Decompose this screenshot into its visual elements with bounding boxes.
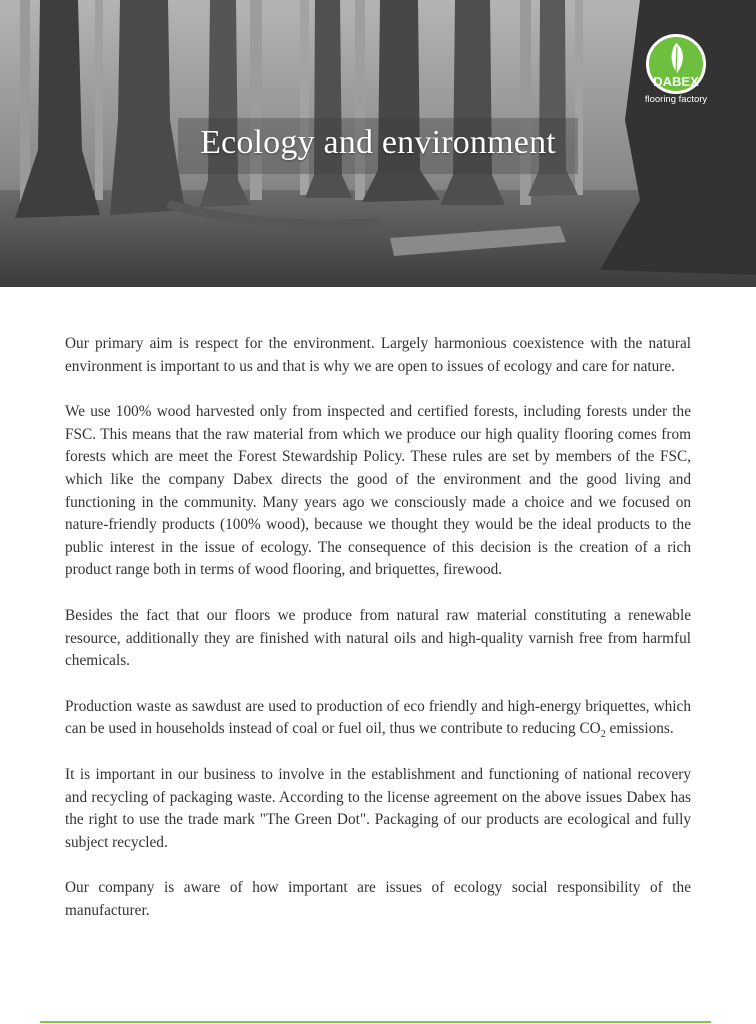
briquettes-text: Production waste as sawdust are used to production of eco friendly and high-energy briquettes, which can be used in households instead of coal or fuel oil, thus we contribute to reducing [65,697,691,738]
paragraph-fsc-wood: We use 100% wood harvested only from inspected and certified forests, including forests under the FSC. This means that the raw material from which we produce our high quality flooring comes from forests which are meet the Forest Stewardship Policy. These rules are set by members of the FSC, which like the company Dabex directs the good of the environment and the good living and functioning in the community. Many years ago we consciously made a choice and we focused on nature-friendly products (100% wood), because we thought they would be the ideal products to the public interest in the issue of ecology. The consequence of this decision is the creation of a rich product range both in terms of wood flooring, and briquettes, firewood. [65,403,691,579]
paragraph-primary-aim: Our primary aim is respect for the environment. Largely harmonious coexistence with the natural environment is important to us and that is why we are open to issues of ecology and care for nature. [65,335,691,375]
footer-divider [40,1021,711,1023]
dabex-logo [640,34,712,114]
header-forest-banner [0,0,756,287]
article-body [65,333,691,945]
paragraph-green-dot: It is important in our business to involve in the establishment and functioning of national recovery and recycling of packaging waste. According to the license agreement on the above issues Dabex has the right to use the trade mark "The Green Dot". Packaging of our products are ecological and fully subject recycled. [65,765,691,851]
page-title: Ecology and environment [200,124,556,161]
emissions-text: emissions. [605,720,674,738]
paragraph-natural-finish: Besides the fact that our floors we produce from natural raw material constituting a renewable resource, additionally they are finished with natural oils and high-quality varnish free from harmful chemicals. [65,606,691,670]
logo-brand: DABEX [653,74,699,89]
logo-subtitle: flooring factory [644,94,708,105]
paragraph-social-responsibility: Our company is aware of how important are issues of ecology social responsibility of the manufacturer. [65,879,691,919]
paragraph-briquettes [65,696,691,741]
co2-subscript: 2 [600,729,606,741]
co2-base: CO [579,720,601,738]
